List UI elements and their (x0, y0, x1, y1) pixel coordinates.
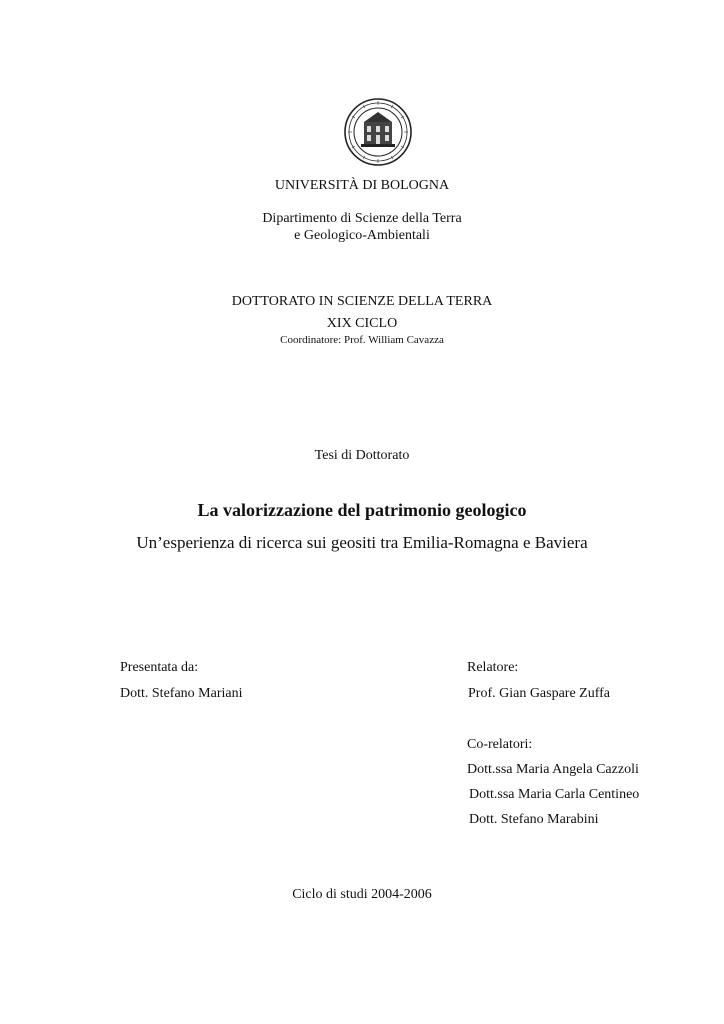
department-line-2: e Geologico-Ambientali (294, 228, 430, 243)
co-supervisors-label: Co-relatori: (467, 737, 533, 752)
presenter-name: Dott. Stefano Mariani (120, 686, 243, 701)
university-name: UNIVERSITÀ DI BOLOGNA (274, 178, 450, 193)
co-supervisor-2: Dott.ssa Maria Carla Centineo (469, 787, 640, 802)
supervisor-name: Prof. Gian Gaspare Zuffa (468, 686, 611, 701)
doctorate-program: DOTTORATO IN SCIENZE DELLA TERRA (231, 294, 493, 309)
supervisor-label: Relatore: (467, 660, 519, 675)
department-line-1: Dipartimento di Scienze della Terra (262, 211, 462, 226)
thesis-title: La valorizzazione del patrimonio geologico (197, 500, 527, 520)
presenter-label: Presentata da: (120, 660, 199, 675)
co-supervisor-1: Dott.ssa Maria Angela Cazzoli (467, 762, 639, 777)
study-cycle: Ciclo di studi 2004-2006 (292, 887, 432, 902)
coordinator: Coordinatore: Prof. William Cavazza (280, 334, 444, 346)
thesis-type: Tesi di Dottorato (314, 448, 410, 463)
co-supervisor-3: Dott. Stefano Marabini (469, 812, 599, 827)
thesis-subtitle: Un’esperienza di ricerca sui geositi tra Emilia-Romagna e Baviera (136, 533, 588, 552)
university-seal-icon (344, 98, 412, 166)
doctorate-cycle: XIX CICLO (326, 316, 398, 331)
